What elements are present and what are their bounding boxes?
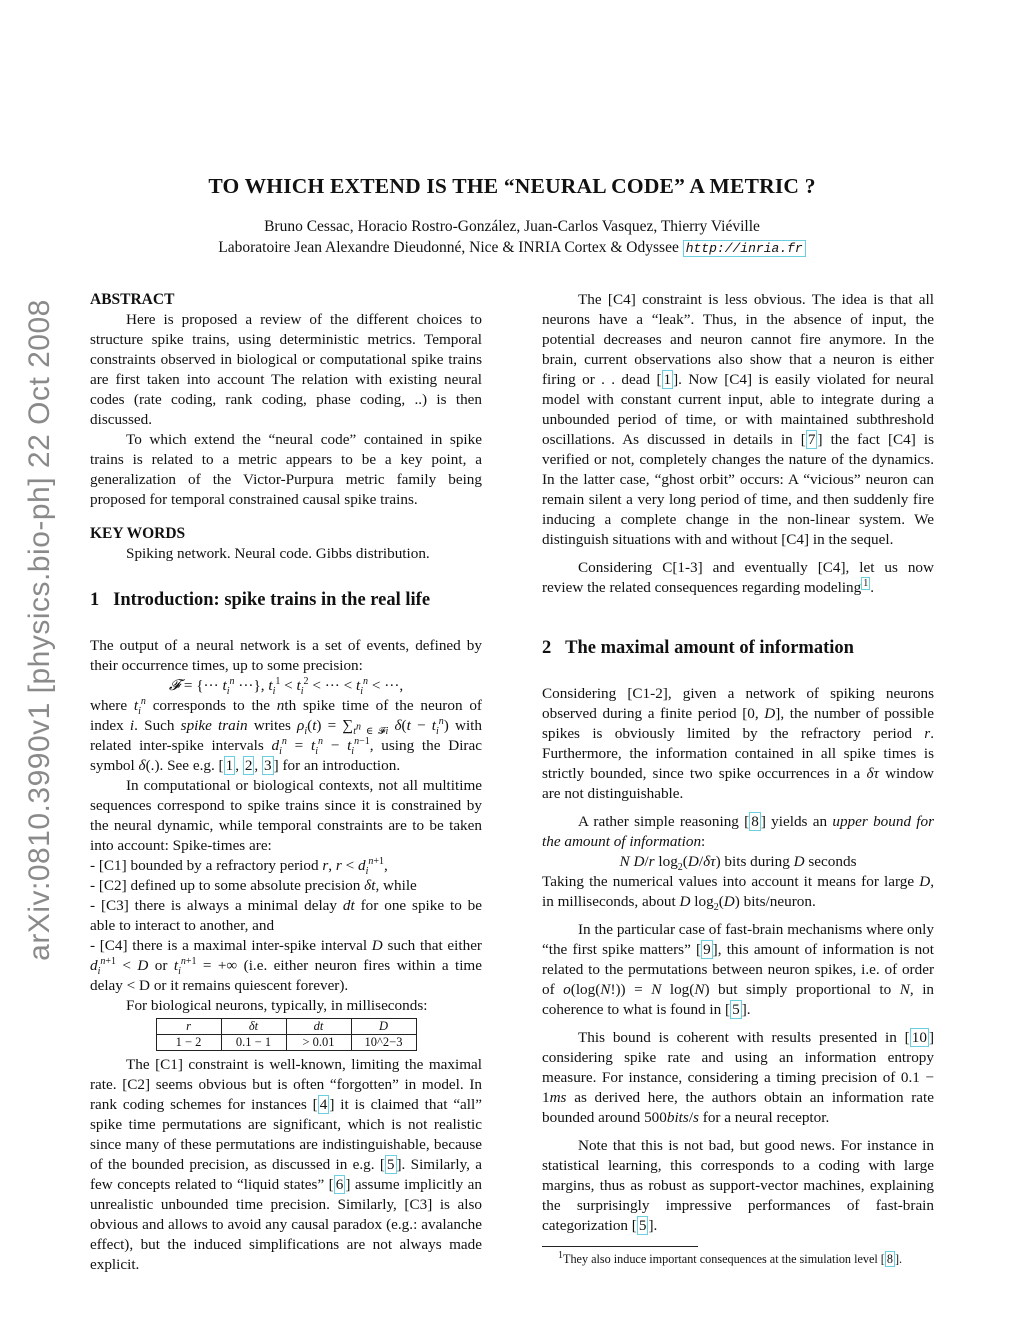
arxiv-stamp: arXiv:0810.3990v1 [physics.bio-ph] 22 Oct 2008	[23, 299, 56, 961]
table-header-cell: r	[156, 1019, 221, 1035]
table-cell: 1 − 2	[156, 1035, 221, 1051]
citation-link[interactable]: 5	[386, 1156, 395, 1173]
spike-train-definition: 𝓕 = {··· $t_i^n$ ···}, $t_i^1 < t_i^2$ < ··· < $t_i^n$ < ···,	[168, 675, 404, 698]
section-2-paragraph-1: Considering [C1-2], given a network of spiking neurons observed during a finite period [0, D], the number of possible spikes is obviously limited by the refractory period r. Furthermore, the information contained in all spike times is strictly bounded, since two spike occurrences in a δτ window are not distinguishable.	[542, 685, 935, 802]
table-cell: 10^2−3	[351, 1035, 416, 1051]
constraint-c3: - [C3] there is always a minimal delay dt for one spike to be able to interact to another, and	[90, 897, 483, 934]
citation-link[interactable]: 3	[264, 757, 272, 774]
keywords-text: Spiking network. Neural code. Gibbs distribution.	[126, 545, 430, 562]
right-column	[542, 290, 934, 1236]
table-row	[156, 1035, 416, 1051]
citation-link[interactable]: 8	[886, 1252, 893, 1266]
citation-link[interactable]: 1	[663, 371, 672, 388]
citation-link[interactable]: 2	[244, 757, 253, 774]
abstract-paragraph-1: Here is proposed a review of the different choices to structure spike trains, using deterministic metrics. Temporal constraints observed in biological or computational spike trains are first taken into account The relation with existing neural codes (rate coding, rank coding, phase coding, ..) is then discussed.	[90, 311, 482, 428]
citation-link[interactable]: 10	[911, 1029, 927, 1046]
section-1-paragraph-3: The [C1] constraint is well-known, limiting the maximal rate. [C2] seems obvious but is often “forgotten” in model. In rank coding schemes for instances [ 4 ] it is claimed that “all” spike time permutations are significant, which is not realistic since many of these permutations are indistinguishable, because of the bounded precision, as discussed in e.g. [ 5 ]. Similarly, a few concepts related to “liquid states” [ 6 ] assume implicitly an unrealistic unbounded time precision. Similarly, [C3] is also obvious and allows to avoid any causal paradox (e.g.: avalanche effect), but the induced simplifications are not always made explicit.	[90, 1056, 483, 1273]
section-2-paragraph-3: Taking the numerical values into account it means for large D, in milliseconds, about D $\log_2(D)$ bits/neuron.	[542, 873, 934, 914]
citation-link[interactable]: 7	[807, 431, 816, 448]
paper-title: TO WHICH EXTEND IS THE “NEURAL CODE” A METRIC ?	[208, 174, 816, 198]
citation-link[interactable]: 1	[225, 757, 234, 774]
affiliation-link[interactable]: http://inria.fr	[683, 240, 806, 257]
section-2-paragraph-6: Note that this is not bad, but good news. For instance in statistical learning, this corresponds to a coding with large margins, thus as robust as support-vector machines, explaining the surprisingly impressive performances of fast-brain categorization [ 5 ].	[542, 1137, 934, 1234]
section-2-paragraph-5: This bound is coherent with results presented in [ 10 ] considering spike rate and using an information entropy measure. For instance, considering a timing precision of 0.1 − 1ms as derived here, the authors obtain an information rate bounded around 500bits/s for a neural receptor.	[542, 1029, 934, 1126]
section-1-paragraph-1-cont: where $t_i^n$ corresponds to the nth spike time of the neuron of index i. Such spike train writes $\rho_i(t) = \sum_{t^n \in 𝓕i}$ $\delta(t - t_i^n)$ with related inter-spike intervals $d_i^n = t_i^n - t_i^{n-1}$, using the Dirac symbol δ(.). See e.g. [ 1 , 2 , 3 ] for an introduction.	[90, 695, 482, 774]
footnote: $^1$They also induce important consequences at the simulation level [ 8 ].	[558, 1249, 903, 1266]
footnote-rule	[542, 1246, 698, 1247]
modeling-paragraph: Considering C[1-3] and eventually [C4], let us now review the related consequences regarding modeling $^1$ .	[542, 559, 934, 596]
constraint-c1: - [C1] bounded by a refractory period r, $r < d_i^{n+1}$,	[90, 855, 388, 878]
citation-link[interactable]: 8	[751, 813, 759, 830]
section-1-paragraph-2: In computational or biological contexts, not all multitime sequences correspond to spike trains since it is constrained by the neural dynamic, while temporal constraints are to be taken into account: Spike-times are:	[90, 777, 482, 854]
section-1-heading: 1 Introduction: spike trains in the real life	[90, 590, 431, 610]
section-2-paragraph-2: A rather simple reasoning [ 8 ] yields an upper bound for the amount of information:	[542, 813, 935, 850]
table-header-cell: δt	[221, 1019, 286, 1035]
paper-authors: Bruno Cessac, Horacio Rostro-González, Juan-Carlos Vasquez, Thierry Viéville	[264, 218, 760, 235]
section-1-paragraph-1: The output of a neural network is a set of events, defined by their occurrence times, up to some precision:	[90, 637, 482, 674]
table-intro: For biological neurons, typically, in milliseconds:	[126, 997, 428, 1014]
left-column	[90, 290, 482, 1275]
abstract-paragraph-2: To which extend the “neural code” contained in spike trains is related to a metric appears to be a key point, a generalization of the Victor-Purpura metric family being proposed for temporal constrained causal spike trains.	[90, 431, 482, 508]
citation-link[interactable]: 9	[703, 941, 711, 958]
table-header-cell: D	[351, 1019, 416, 1035]
table-cell: 0.1 − 1	[221, 1035, 286, 1051]
constraint-c4: - [C4] there is a maximal inter-spike interval D such that either $d_i^{n+1} < D$ or $t_i^{n+1}$ = +∞ (i.e. either neuron fires within a time delay < D or it remains quiescent forever).	[90, 937, 482, 994]
keywords-heading: KEY WORDS	[90, 525, 186, 542]
citation-link[interactable]: 5	[732, 1001, 740, 1018]
table-header-cell: dt	[286, 1019, 351, 1035]
citation-link[interactable]: 6	[335, 1176, 344, 1193]
abstract-heading: ABSTRACT	[90, 291, 175, 308]
footnote-link[interactable]: 1	[863, 577, 869, 589]
table-header-row	[156, 1019, 416, 1035]
information-bound-formula: N D/r $\log_2(D/\delta\tau)$ bits during D seconds	[619, 853, 857, 874]
citation-link[interactable]: 5	[638, 1217, 647, 1234]
section-2-paragraph-4: In the particular case of fast-brain mechanisms where only “the first spike matters” [ 9 ], this amount of information is not related to the permutations between neuron spikes, i.e. of order of o(log(N!)) = N log(N) but simply proportional to N, in coherence to what is found in [ 5 ].	[542, 921, 935, 1018]
section-2-heading: 2 The maximal amount of information	[542, 638, 854, 658]
table-cell: > 0.01	[286, 1035, 351, 1051]
constraint-c2: - [C2] defined up to some absolute precision δt, while	[90, 877, 417, 894]
paper-affiliation: Laboratoire Jean Alexandre Dieudonné, Nice & INRIA Cortex & Odyssee http://inria.fr	[0, 239, 1024, 257]
biological-values-table	[156, 1018, 417, 1051]
citation-link[interactable]: 4	[319, 1096, 328, 1113]
c4-paragraph: The [C4] constraint is less obvious. The idea is that all neurons have a “leak”. Thus, in the absence of input, the potential decreases and neuron cannot fire anymore. In the brain, current observations also show that a neuron is either firing or . . dead [ 1 ]. Now [C4] is easily violated for neural model with constant current input, able to integrate during a unbounded period of time, or with maintained subthreshold oscillations. As discussed in details in [ 7 ] the fact [C4] is verified or not, completely changes the nature of the dynamics. In the latter case, “ghost orbit” occurs: A “vicious” neuron can remain silent a very long period of time, and then suddenly fire inducing a complete change in the non-linear system. We distinguish situations with and without [C4] in the sequel.	[542, 291, 935, 548]
